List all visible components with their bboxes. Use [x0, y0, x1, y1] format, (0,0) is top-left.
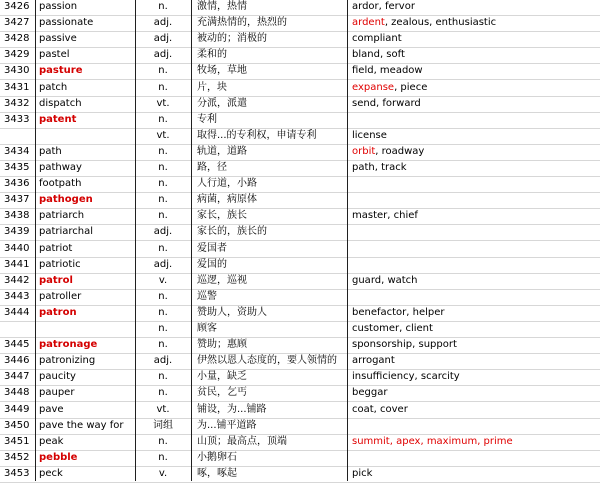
table-row — [0, 289, 600, 306]
highlighted-synonym: expanse — [352, 81, 395, 93]
synonyms — [352, 80, 600, 96]
synonyms — [352, 224, 600, 240]
entry-word: passive — [39, 33, 77, 45]
synonym-text: send, forward — [352, 97, 421, 109]
chinese-definition: 爱国者 — [197, 242, 227, 254]
synonyms — [352, 160, 600, 176]
entry-word: patriotic — [39, 258, 81, 270]
chinese-definition: 病菌，病原体 — [197, 194, 257, 206]
chinese-definition: 柔和的 — [197, 49, 227, 61]
synonyms — [352, 128, 600, 144]
entry-word: footpath — [39, 178, 82, 190]
entry-number: 3437 — [4, 194, 30, 206]
part-of-speech: vt. — [156, 97, 170, 109]
entry-word: pauper — [39, 387, 75, 399]
entry-word: pastel — [39, 49, 70, 61]
chinese-definition: 充满热情的，热烈的 — [197, 17, 287, 29]
table-row — [0, 257, 600, 274]
synonyms — [352, 418, 600, 434]
synonyms — [352, 273, 600, 289]
entry-number: 3440 — [4, 242, 30, 254]
entry-number: 3427 — [4, 17, 30, 29]
entry-number: 3450 — [4, 419, 30, 431]
entry-word: pathway — [39, 162, 82, 173]
table-row — [0, 402, 600, 419]
table-row — [0, 144, 600, 161]
part-of-speech: n. — [158, 145, 168, 157]
entry-number: 3448 — [4, 387, 30, 399]
synonyms — [352, 63, 600, 79]
chinese-definition: 巡警 — [197, 290, 217, 302]
chinese-definition: 家长的，族长的 — [197, 226, 267, 238]
entry-word: pathogen — [39, 194, 93, 206]
chinese-definition: 赞助人，资助人 — [197, 306, 267, 318]
part-of-speech: n. — [158, 210, 168, 222]
chinese-definition: 片，块 — [197, 81, 227, 93]
chinese-definition: 贫民，乞丐 — [197, 387, 247, 399]
part-of-speech: n. — [158, 339, 168, 351]
entry-number: 3445 — [4, 339, 30, 351]
part-of-speech: n. — [158, 371, 168, 383]
table-row — [0, 337, 600, 354]
table-row — [0, 305, 600, 322]
entry-number: 3446 — [4, 355, 30, 367]
part-of-speech: n. — [158, 306, 168, 318]
highlighted-synonym: orbit — [352, 145, 376, 157]
entry-word: passionate — [39, 17, 94, 29]
chinese-definition: 分派，派遣 — [197, 97, 247, 109]
synonyms — [352, 289, 600, 305]
entry-word — [39, 128, 136, 144]
chinese-definition: 铺设，为...铺路 — [197, 403, 267, 415]
synonyms — [352, 434, 600, 450]
entry-word: passion — [39, 1, 78, 12]
part-of-speech: n. — [158, 290, 168, 302]
synonym-text: license — [352, 129, 387, 141]
chinese-definition: 山顶；最高点，顶端 — [197, 435, 287, 447]
synonym-text: insufficiency, scarcity — [352, 371, 460, 383]
entry-number: 3438 — [4, 210, 30, 222]
synonyms — [352, 466, 600, 482]
chinese-definition: 为...铺平道路 — [197, 419, 257, 431]
synonym-text: customer, client — [352, 323, 433, 334]
part-of-speech: v. — [158, 274, 168, 286]
chinese-definition: 爱国的 — [197, 258, 227, 270]
column-divider — [347, 0, 348, 481]
synonym-text: bland, soft — [352, 49, 405, 61]
entry-number: 3442 — [4, 274, 30, 286]
table-row — [0, 353, 600, 370]
table-row — [0, 0, 600, 16]
synonym-text: , piece — [394, 81, 428, 93]
entry-word: peck — [39, 467, 63, 479]
synonyms — [352, 353, 600, 369]
entry-word: patrol — [39, 274, 73, 286]
entry-word: patron — [39, 306, 77, 318]
part-of-speech: adj. — [153, 33, 173, 45]
part-of-speech: n. — [158, 323, 168, 334]
synonym-text: coat, cover — [352, 403, 408, 415]
entry-word — [39, 321, 136, 337]
entry-number: 3428 — [4, 33, 30, 45]
table-row — [0, 450, 600, 467]
table-row — [0, 434, 600, 451]
synonym-text: field, meadow — [352, 65, 423, 77]
part-of-speech: n. — [158, 194, 168, 206]
entry-number — [4, 321, 34, 337]
chinese-definition: 人行道，小路 — [197, 178, 257, 190]
part-of-speech: adj. — [153, 226, 173, 238]
synonyms — [352, 305, 600, 321]
synonym-text: path, track — [352, 162, 407, 173]
entry-word: pave the way for — [39, 419, 124, 431]
entry-number — [4, 128, 34, 144]
synonym-text: pick — [352, 467, 373, 479]
chinese-definition: 专利 — [197, 113, 217, 125]
column-divider — [191, 0, 192, 481]
synonym-text: master, chief — [352, 210, 418, 222]
column-divider — [35, 0, 36, 481]
synonyms — [352, 321, 600, 337]
synonyms — [352, 0, 600, 15]
part-of-speech: n. — [158, 65, 168, 77]
part-of-speech: n. — [158, 387, 168, 399]
entry-word: patroller — [39, 290, 82, 302]
entry-number: 3429 — [4, 49, 30, 61]
table-row — [0, 96, 600, 113]
chinese-definition: 路，径 — [197, 162, 227, 173]
synonym-text: arrogant — [352, 355, 395, 367]
chinese-definition: 被动的；消极的 — [197, 33, 267, 45]
synonyms — [352, 369, 600, 385]
synonyms — [352, 96, 600, 112]
table-row — [0, 385, 600, 402]
entry-number: 3444 — [4, 306, 30, 318]
entry-number: 3432 — [4, 97, 30, 109]
part-of-speech: n. — [158, 113, 168, 125]
entry-number: 3453 — [4, 467, 30, 479]
table-row — [0, 273, 600, 290]
part-of-speech: v. — [158, 467, 168, 479]
synonyms — [352, 112, 600, 128]
part-of-speech: adj. — [153, 258, 173, 270]
chinese-definition: 激情，热情 — [197, 1, 247, 12]
entry-number: 3439 — [4, 226, 30, 238]
synonyms — [352, 192, 600, 208]
entry-word: patronizing — [39, 355, 96, 367]
chinese-definition: 轨道，道路 — [197, 145, 247, 157]
chinese-definition: 小鹅卵石 — [197, 451, 237, 463]
synonyms — [352, 450, 600, 466]
chinese-definition: 取得...的专利权，申请专利 — [197, 129, 317, 141]
synonym-text: ardor, fervor — [352, 1, 415, 12]
synonyms — [352, 337, 600, 353]
entry-word: patriot — [39, 242, 73, 254]
chinese-definition: 伊然以恩人态度的，要人领情的 — [197, 355, 337, 367]
entry-word: patriarch — [39, 210, 85, 222]
synonym-text: beggar — [352, 387, 388, 399]
synonym-text: guard, watch — [352, 274, 418, 286]
synonym-text: benefactor, helper — [352, 306, 445, 318]
synonyms — [352, 402, 600, 418]
entry-number: 3430 — [4, 65, 30, 77]
part-of-speech: n. — [158, 1, 168, 12]
part-of-speech: n. — [158, 242, 168, 254]
entry-number: 3434 — [4, 145, 30, 157]
entry-number: 3431 — [4, 81, 30, 93]
chinese-definition: 家长，族长 — [197, 210, 247, 222]
synonyms — [352, 241, 600, 257]
part-of-speech: adj. — [153, 49, 173, 61]
synonyms — [352, 31, 600, 47]
synonym-text: , roadway — [375, 145, 425, 157]
table-row — [0, 418, 600, 435]
synonyms — [352, 257, 600, 273]
table-row — [0, 192, 600, 209]
table-row — [0, 112, 600, 129]
entry-number: 3426 — [4, 1, 30, 12]
entry-number: 3435 — [4, 162, 30, 173]
entry-word: patronage — [39, 339, 98, 351]
part-of-speech: 词组 — [153, 419, 173, 431]
entry-word: dispatch — [39, 97, 82, 109]
table-row — [0, 321, 600, 338]
synonyms — [352, 385, 600, 401]
table-row — [0, 208, 600, 225]
entry-number: 3447 — [4, 371, 30, 383]
entry-word: pasture — [39, 65, 83, 77]
chinese-definition: 顾客 — [197, 323, 217, 334]
table-row — [0, 466, 600, 483]
table-row — [0, 63, 600, 80]
entry-word: path — [39, 145, 62, 157]
entry-number: 3449 — [4, 403, 30, 415]
part-of-speech: vt. — [156, 129, 170, 141]
synonym-text: compliant — [352, 33, 402, 45]
entry-word: patent — [39, 113, 77, 125]
table-row — [0, 369, 600, 386]
entry-word: patriarchal — [39, 226, 94, 238]
table-row — [0, 160, 600, 177]
part-of-speech: n. — [158, 451, 168, 463]
synonyms — [352, 176, 600, 192]
part-of-speech: n. — [158, 435, 168, 447]
entry-word: pebble — [39, 451, 78, 463]
chinese-definition: 啄，啄起 — [197, 467, 237, 479]
synonyms — [352, 47, 600, 63]
chinese-definition: 牧场，草地 — [197, 65, 247, 77]
entry-number: 3443 — [4, 290, 30, 302]
table-row — [0, 80, 600, 97]
synonyms — [352, 15, 600, 31]
chinese-definition: 小量，缺乏 — [197, 371, 247, 383]
table-row — [0, 241, 600, 258]
entry-word: pave — [39, 403, 64, 415]
table-row — [0, 128, 600, 145]
highlighted-synonym: ardent — [352, 17, 385, 29]
entry-number: 3441 — [4, 258, 30, 270]
entry-word: peak — [39, 435, 64, 447]
part-of-speech: vt. — [156, 403, 170, 415]
synonyms — [352, 208, 600, 224]
synonym-text: sponsorship, support — [352, 339, 457, 351]
part-of-speech: n. — [158, 178, 168, 190]
synonyms — [352, 144, 600, 160]
entry-number: 3451 — [4, 435, 30, 447]
part-of-speech: n. — [158, 81, 168, 93]
table-row — [0, 31, 600, 48]
table-row — [0, 176, 600, 193]
entry-number: 3433 — [4, 113, 30, 125]
entry-number: 3452 — [4, 451, 30, 463]
part-of-speech: adj. — [153, 355, 173, 367]
entry-word: patch — [39, 81, 68, 93]
chinese-definition: 赞助；惠顾 — [197, 339, 247, 351]
column-divider — [135, 0, 136, 481]
synonym-text: , zealous, enthusiastic — [384, 17, 497, 29]
chinese-definition: 巡逻，巡视 — [197, 274, 247, 286]
table-row — [0, 15, 600, 32]
table-row — [0, 224, 600, 241]
entry-word: paucity — [39, 371, 76, 383]
part-of-speech: adj. — [153, 17, 173, 29]
part-of-speech: n. — [158, 162, 168, 173]
entry-number: 3436 — [4, 178, 30, 190]
highlighted-synonym: summit, apex, maximum, prime — [352, 435, 513, 447]
table-row — [0, 47, 600, 64]
